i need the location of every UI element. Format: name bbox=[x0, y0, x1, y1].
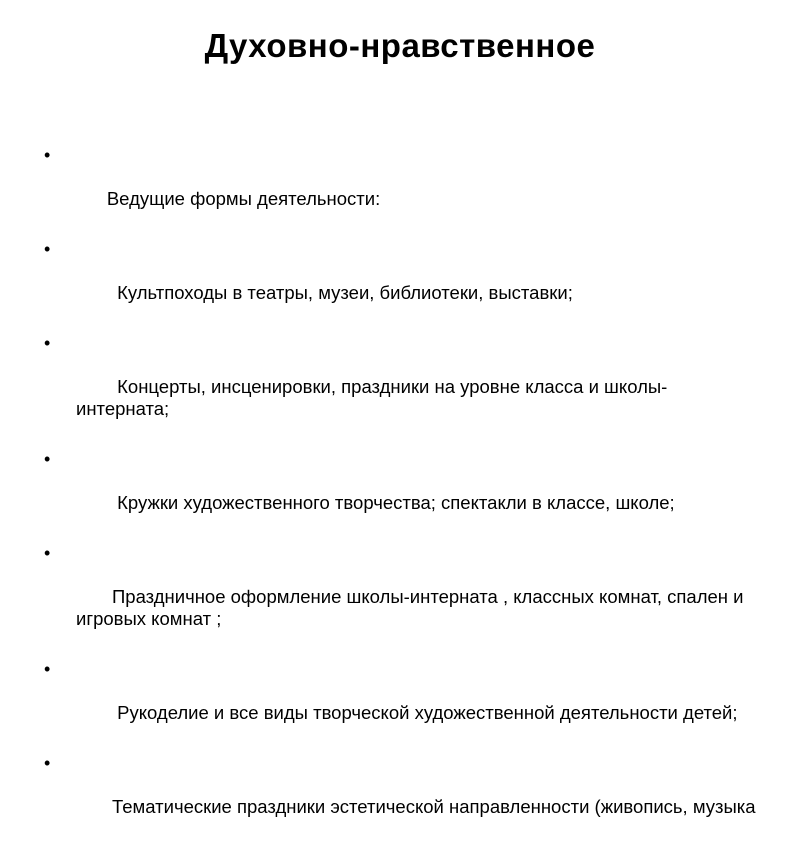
bullet-icon: • bbox=[44, 449, 51, 469]
list-item bbox=[40, 238, 760, 326]
list-item-text: Тематические праздники эстетической направленности (живопись, музыка bbox=[106, 796, 756, 817]
list-item-text: Культпоходы в театры, музеи, библиотеки, выставки; bbox=[106, 282, 573, 303]
bullet-icon: • bbox=[44, 145, 51, 165]
list-item-text: Праздничное оформление школы-интерната , классных комнат, спален и игровых комнат ; bbox=[76, 586, 749, 629]
bullet-icon: • bbox=[44, 333, 51, 353]
list-item bbox=[40, 658, 760, 746]
list-item bbox=[40, 144, 760, 232]
slide-title: Духовно-нравственное bbox=[204, 27, 596, 64]
list-item bbox=[40, 542, 760, 652]
list-item bbox=[40, 448, 760, 536]
list-item bbox=[40, 332, 760, 442]
bullet-icon: • bbox=[44, 753, 51, 773]
list-item-text: Рукоделие и все виды творческой художественной деятельности детей; bbox=[106, 702, 738, 723]
bullet-icon: • bbox=[44, 543, 51, 563]
list-item-text: Концерты, инсценировки, праздники на уровне класса и школы-интерната; bbox=[76, 376, 668, 419]
bullet-list bbox=[40, 144, 760, 846]
list-item-text: Ведущие формы деятельности: bbox=[106, 188, 381, 209]
list-item-text: Кружки художественного творчества; спектакли в классе, школе; bbox=[106, 492, 675, 513]
list-item bbox=[40, 752, 760, 840]
bullet-icon: • bbox=[44, 239, 51, 259]
bullet-icon: • bbox=[44, 659, 51, 679]
